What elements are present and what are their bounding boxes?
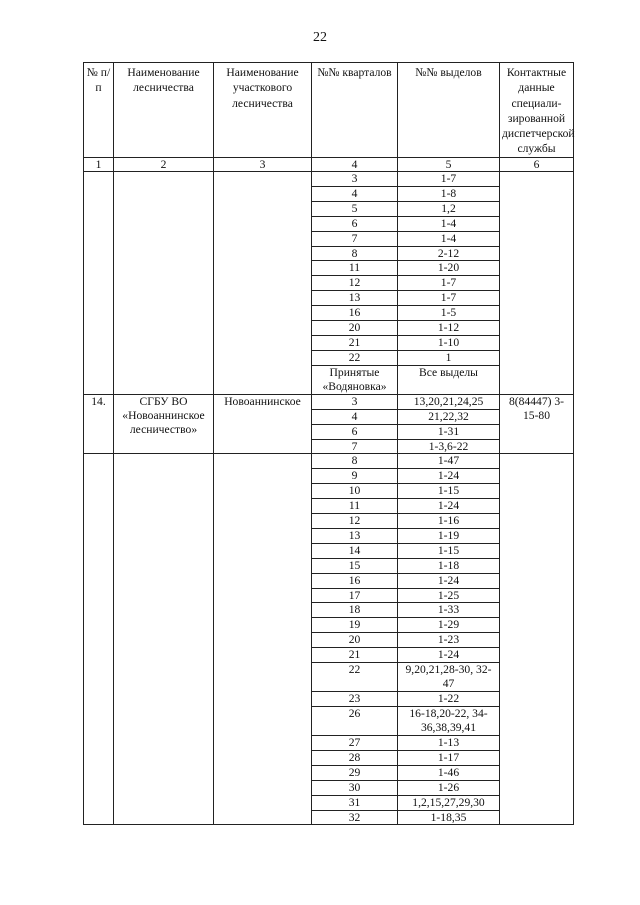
section-cell: 1-13 bbox=[398, 736, 500, 751]
section-cell: 1-24 bbox=[398, 648, 500, 663]
section-cell: 1-15 bbox=[398, 484, 500, 499]
quarter-cell: 10 bbox=[312, 484, 398, 499]
quarter-cell: 4 bbox=[312, 186, 398, 201]
quarter-cell: 29 bbox=[312, 765, 398, 780]
section-cell: 2-12 bbox=[398, 246, 500, 261]
forestry-cell bbox=[114, 172, 214, 395]
section-cell: 1-24 bbox=[398, 469, 500, 484]
header-num: № п/п bbox=[84, 63, 114, 158]
col-number: 1 bbox=[84, 158, 114, 172]
quarter-cell: 7 bbox=[312, 231, 398, 246]
section-cell: 1-15 bbox=[398, 543, 500, 558]
contact-cell bbox=[500, 172, 574, 395]
section-cell: 16-18,20-22, 34-36,38,39,41 bbox=[398, 707, 500, 736]
section-cell: 1-22 bbox=[398, 692, 500, 707]
section-cell: 21,22,32 bbox=[398, 409, 500, 424]
col-number: 3 bbox=[214, 158, 312, 172]
quarter-cell: 20 bbox=[312, 321, 398, 336]
section-cell: 1-29 bbox=[398, 618, 500, 633]
header-quarters: №№ кварталов bbox=[312, 63, 398, 158]
section-cell: 1-18,35 bbox=[398, 810, 500, 825]
section-cell: 1-31 bbox=[398, 424, 500, 439]
quarter-cell: 3 bbox=[312, 394, 398, 409]
header-district: Наименование участкового лесничества bbox=[214, 63, 312, 158]
quarter-cell: 22 bbox=[312, 663, 398, 692]
section-cell: 1-26 bbox=[398, 780, 500, 795]
section-cell: 1-24 bbox=[398, 573, 500, 588]
header-row bbox=[84, 63, 574, 158]
forestry-cell: СГБУ ВО «Новоаннинское лесничество» bbox=[114, 394, 214, 454]
section-cell: 1-5 bbox=[398, 306, 500, 321]
quarter-cell: 28 bbox=[312, 750, 398, 765]
district-cell bbox=[214, 454, 312, 825]
section-cell: 1-10 bbox=[398, 335, 500, 350]
section-cell: 1-23 bbox=[398, 633, 500, 648]
quarter-cell: 21 bbox=[312, 335, 398, 350]
forestry-table bbox=[83, 62, 574, 825]
row-number-cell bbox=[84, 454, 114, 825]
quarter-cell: 16 bbox=[312, 306, 398, 321]
quarter-cell: 27 bbox=[312, 736, 398, 751]
section-cell: 1-25 bbox=[398, 588, 500, 603]
quarter-cell: 11 bbox=[312, 261, 398, 276]
quarter-cell: 7 bbox=[312, 439, 398, 454]
col-number: 2 bbox=[114, 158, 214, 172]
quarter-cell: 15 bbox=[312, 558, 398, 573]
section-cell: 1-12 bbox=[398, 321, 500, 336]
quarter-cell: 31 bbox=[312, 795, 398, 810]
quarter-cell: 18 bbox=[312, 603, 398, 618]
quarter-cell: 8 bbox=[312, 454, 398, 469]
section-cell: 1-4 bbox=[398, 216, 500, 231]
section-cell: 1-33 bbox=[398, 603, 500, 618]
section-cell: 1-24 bbox=[398, 499, 500, 514]
contact-cell bbox=[500, 454, 574, 825]
section-cell: 1-16 bbox=[398, 514, 500, 529]
quarter-cell: 4 bbox=[312, 409, 398, 424]
quarter-cell: 19 bbox=[312, 618, 398, 633]
header-contacts: Контактные данные специали-зированной диспетчерской службы bbox=[500, 63, 574, 158]
quarter-cell: 23 bbox=[312, 692, 398, 707]
quarter-cell: 13 bbox=[312, 528, 398, 543]
section-cell: 1-47 bbox=[398, 454, 500, 469]
table-row bbox=[84, 394, 574, 409]
header-sections: №№ выделов bbox=[398, 63, 500, 158]
quarter-cell: 12 bbox=[312, 514, 398, 529]
section-cell: 1-3,6-22 bbox=[398, 439, 500, 454]
section-cell: 1-18 bbox=[398, 558, 500, 573]
page-number: 22 bbox=[313, 30, 327, 45]
row-number-cell: 14. bbox=[84, 394, 114, 454]
quarter-cell: 5 bbox=[312, 201, 398, 216]
section-cell: 1-4 bbox=[398, 231, 500, 246]
section-cell: 13,20,21,24,25 bbox=[398, 394, 500, 409]
quarter-cell: 32 bbox=[312, 810, 398, 825]
section-cell: 1-8 bbox=[398, 186, 500, 201]
quarter-cell: 21 bbox=[312, 648, 398, 663]
section-cell: 1,2 bbox=[398, 201, 500, 216]
quarter-cell: 22 bbox=[312, 350, 398, 365]
col-number: 5 bbox=[398, 158, 500, 172]
forestry-cell bbox=[114, 454, 214, 825]
quarter-cell: Принятые «Водяновка» bbox=[312, 365, 398, 394]
col-number: 6 bbox=[500, 158, 574, 172]
contact-cell: 8(84447) 3-15-80 bbox=[500, 394, 574, 454]
header-forestry: Наименование лесничества bbox=[114, 63, 214, 158]
quarter-cell: 16 bbox=[312, 573, 398, 588]
section-cell: 1,2,15,27,29,30 bbox=[398, 795, 500, 810]
section-cell: 1-7 bbox=[398, 172, 500, 187]
row-number-cell bbox=[84, 172, 114, 395]
quarter-cell: 9 bbox=[312, 469, 398, 484]
section-cell: 1-19 bbox=[398, 528, 500, 543]
quarter-cell: 26 bbox=[312, 707, 398, 736]
quarter-cell: 11 bbox=[312, 499, 398, 514]
section-cell: 1-20 bbox=[398, 261, 500, 276]
section-cell: 1-7 bbox=[398, 276, 500, 291]
section-cell: 9,20,21,28-30, 32-47 bbox=[398, 663, 500, 692]
district-cell bbox=[214, 172, 312, 395]
section-cell: 1-17 bbox=[398, 750, 500, 765]
quarter-cell: 30 bbox=[312, 780, 398, 795]
quarter-cell: 14 bbox=[312, 543, 398, 558]
quarter-cell: 20 bbox=[312, 633, 398, 648]
section-cell: 1-7 bbox=[398, 291, 500, 306]
quarter-cell: 17 bbox=[312, 588, 398, 603]
quarter-cell: 13 bbox=[312, 291, 398, 306]
quarter-cell: 3 bbox=[312, 172, 398, 187]
section-cell: 1 bbox=[398, 350, 500, 365]
section-cell: Все выделы bbox=[398, 365, 500, 394]
col-number: 4 bbox=[312, 158, 398, 172]
section-cell: 1-46 bbox=[398, 765, 500, 780]
header-number-row bbox=[84, 158, 574, 172]
quarter-cell: 6 bbox=[312, 424, 398, 439]
table-row bbox=[84, 172, 574, 187]
quarter-cell: 12 bbox=[312, 276, 398, 291]
table-row bbox=[84, 454, 574, 469]
quarter-cell: 6 bbox=[312, 216, 398, 231]
quarter-cell: 8 bbox=[312, 246, 398, 261]
district-cell: Новоаннинское bbox=[214, 394, 312, 454]
